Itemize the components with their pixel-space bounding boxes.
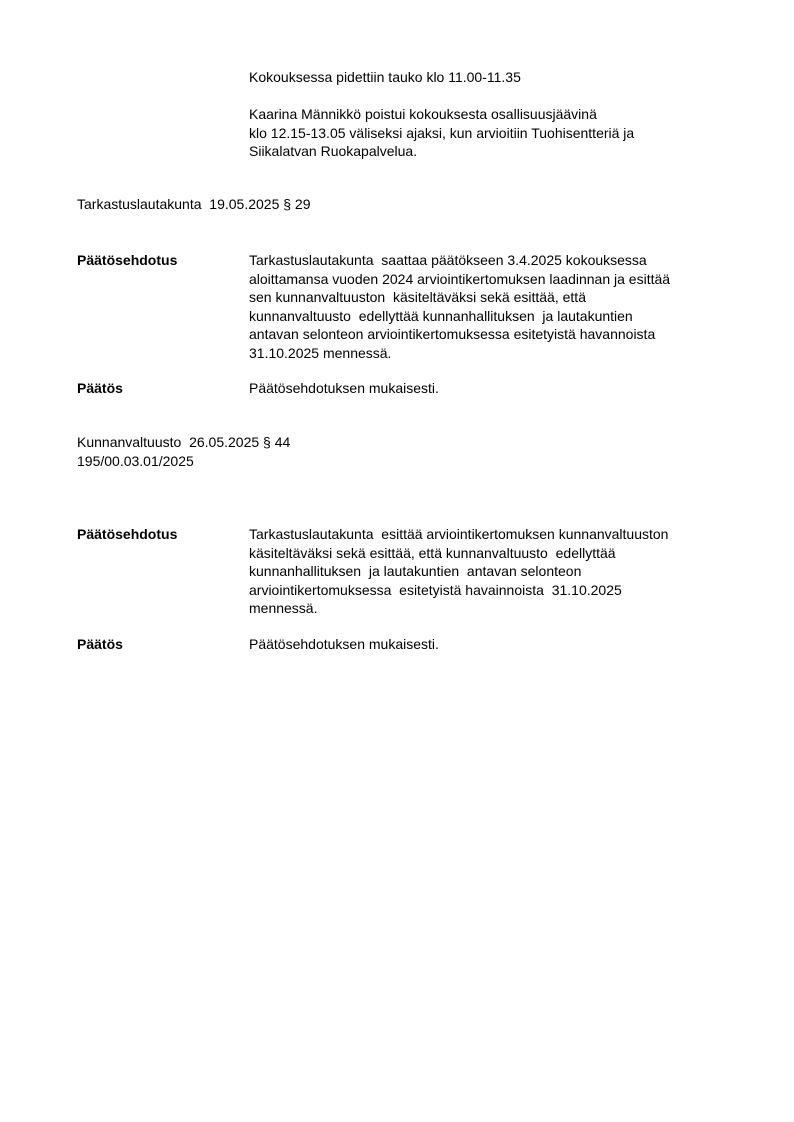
disqualification-line: klo 12.15-13.05 väliseksi ajaksi, kun arvioitiin Tuohisentteriä ja bbox=[249, 124, 635, 141]
section2-proposal bbox=[249, 525, 749, 618]
section2-decision bbox=[249, 635, 749, 654]
section2-heading bbox=[77, 433, 757, 470]
section2-heading-text: Kunnanvaltuusto 26.05.2025 § 44 bbox=[77, 434, 291, 450]
section1-decision-text: Päätösehdotuksen mukaisesti. bbox=[249, 380, 439, 396]
section2-reference: 195/00.03.01/2025 bbox=[77, 452, 194, 469]
section1-proposal-line: antavan selonteon arviointikertomuksessa esitetyistä havannoista bbox=[249, 326, 656, 342]
section1-proposal-line: kunnanvaltuusto edellyttää kunnanhallituksen ja lautakuntien bbox=[249, 307, 633, 324]
section1-heading-text: Tarkastuslautakunta 19.05.2025 § 29 bbox=[77, 196, 311, 212]
section2-proposal-line: Tarkastuslautakunta esittää arviointikertomuksen kunnanvaltuuston bbox=[249, 526, 669, 542]
section1-decision bbox=[249, 379, 749, 398]
section2-proposal-line: kunnanhallituksen ja lautakuntien antavan selonteon bbox=[249, 563, 582, 579]
section2-proposal-label: Päätösehdotus bbox=[77, 526, 178, 542]
pause-note bbox=[249, 68, 749, 87]
section1-proposal-line: sen kunnanvaltuuston käsiteltäväksi sekä esittää, että bbox=[249, 289, 586, 305]
section2-decision-text: Päätösehdotuksen mukaisesti. bbox=[249, 636, 439, 652]
pause-note-text: Kokouksessa pidettiin tauko klo 11.00-11.35 bbox=[249, 69, 521, 85]
section1-proposal-line: 31.10.2025 mennessä. bbox=[249, 344, 392, 361]
section1-proposal bbox=[249, 251, 749, 362]
disqualification-line: Kaarina Männikkö poistui kokouksesta osallisuusjäävinä bbox=[249, 106, 597, 122]
section1-proposal-label: Päätösehdotus bbox=[77, 252, 178, 268]
section2-proposal-line: käsiteltäväksi sekä esittää, että kunnanvaltuusto edellyttää bbox=[249, 544, 616, 561]
section1-heading bbox=[77, 195, 757, 214]
section1-proposal-line: Tarkastuslautakunta saattaa päätökseen 3.4.2025 kokouksessa bbox=[249, 252, 647, 268]
section1-proposal-line: aloittamansa vuoden 2024 arviointikertomuksen laadinnan ja esittää bbox=[249, 270, 671, 287]
section2-decision-label: Päätös bbox=[77, 636, 123, 652]
section1-decision-label: Päätös bbox=[77, 380, 123, 396]
disqualification-line: Siikalatvan Ruokapalvelua. bbox=[249, 143, 418, 159]
section2-proposal-line: arviointikertomuksessa esitetyistä havainnoista 31.10.2025 bbox=[249, 581, 622, 598]
disqualification-note bbox=[249, 105, 749, 161]
section2-proposal-line: mennessä. bbox=[249, 600, 318, 616]
